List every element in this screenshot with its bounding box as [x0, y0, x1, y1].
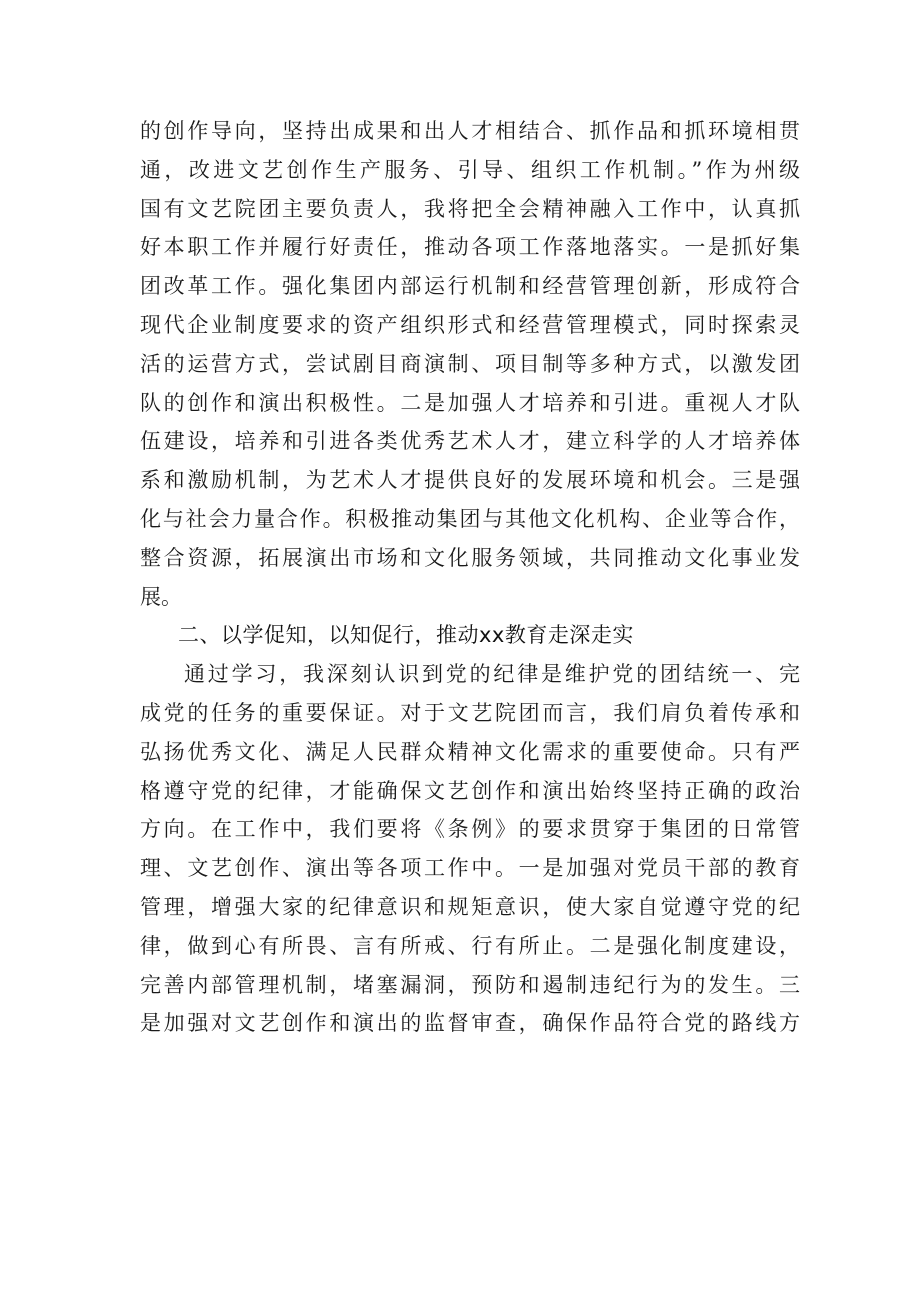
- paragraph-line: 好本职工作并履行好责任，推动各项工作落地落实。一是抓好集: [140, 235, 800, 260]
- paragraph-line: 国有文艺院团主要负责人，我将把全会精神融入工作中，认真抓: [140, 196, 800, 221]
- paragraph-line: 团改革工作。强化集团内部运行机制和经营管理创新，形成符合: [140, 274, 800, 299]
- paragraph-line: 理、文艺创作、演出等各项工作中。一是加强对党员干部的教育: [140, 856, 800, 881]
- paragraph-line: 成党的任务的重要保证。对于文艺院团而言，我们肩负着传承和: [140, 700, 800, 725]
- paragraph-line: 伍建设，培养和引进各类优秀艺术人才，建立科学的人才培养体: [140, 429, 800, 454]
- paragraph-line: 通过学习，我深刻认识到党的纪律是维护党的团结统一、完: [184, 662, 800, 687]
- paragraph-line: 系和激励机制，为艺术人才提供良好的发展环境和机会。三是强: [140, 468, 800, 493]
- paragraph-line: 现代企业制度要求的资产组织形式和经营管理模式，同时探索灵: [140, 312, 800, 337]
- paragraph-line: 方向。在工作中，我们要将《条例》的要求贯穿于集团的日常管: [140, 817, 800, 842]
- paragraph-line: 是加强对文艺创作和演出的监督审查，确保作品符合党的路线方: [140, 1011, 800, 1036]
- paragraph-line: 通，改进文艺创作生产服务、引导、组织工作机制。”作为州级: [140, 157, 800, 182]
- paragraph-line: 展。: [140, 584, 182, 609]
- paragraph-line: 队的创作和演出积极性。二是加强人才培养和引进。重视人才队: [140, 390, 800, 415]
- paragraph-line: 化与社会力量合作。积极推动集团与其他文化机构、企业等合作，: [140, 506, 800, 531]
- paragraph-line: 的创作导向，坚持出成果和出人才相结合、抓作品和抓环境相贯: [140, 119, 800, 143]
- paragraph-line: 格遵守党的纪律，才能确保文艺创作和演出始终坚持正确的政治: [140, 778, 800, 803]
- paragraph-line: 完善内部管理机制，堵塞漏洞，预防和遏制违纪行为的发生。三: [140, 972, 800, 997]
- paragraph-line: 律，做到心有所畏、言有所戒、行有所止。二是强化制度建设，: [140, 933, 800, 958]
- document-body: [140, 112, 800, 1043]
- section-heading: 二、以学促知，以知促行，推动xx教育走深走实: [178, 623, 634, 648]
- paragraph-line: 活的运营方式，尝试剧目商演制、项目制等多种方式，以激发团: [140, 351, 800, 376]
- paragraph-line: 弘扬优秀文化、满足人民群众精神文化需求的重要使命。只有严: [140, 739, 800, 764]
- paragraph-line: 管理，增强大家的纪律意识和规矩意识，使大家自觉遵守党的纪: [140, 894, 800, 919]
- paragraph-line: 整合资源，拓展演出市场和文化服务领域，共同推动文化事业发: [140, 545, 800, 570]
